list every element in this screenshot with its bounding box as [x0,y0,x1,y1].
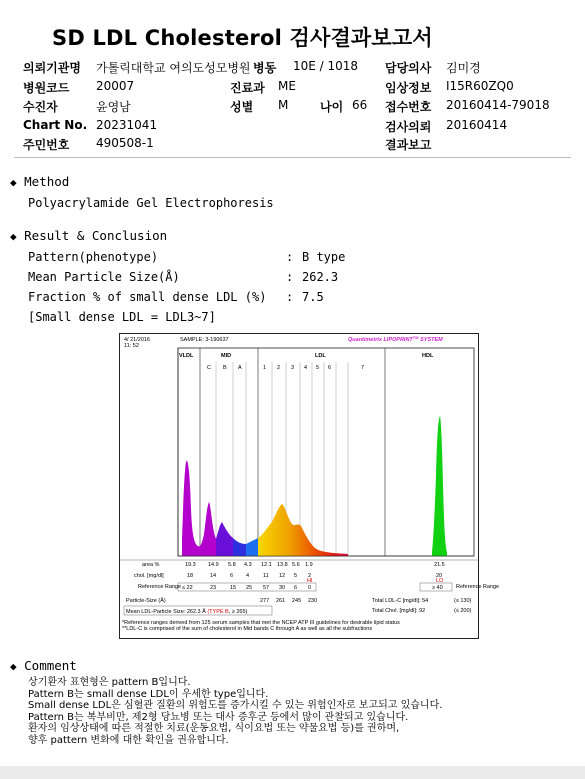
mid-c-peak [216,522,233,556]
comment-line: 향후 pattern 변화에 대한 확인을 권유합니다. [28,734,229,746]
group-label-vldl: VLDL [179,353,194,359]
chol-value-1: 11 [263,573,269,579]
report-title: SD LDL Cholesterol 검사결과보고서 [52,26,433,50]
chol-value-a: 4 [246,573,250,579]
patient-label: 수진자 [23,100,58,114]
diamond-bullet-icon: ◆ [10,230,17,243]
band-label-3: 3 [291,365,295,371]
ldl-peaks [258,504,348,556]
age-label: 나이 [320,100,344,114]
area-value-b: 5.8 [228,562,236,568]
ref-value-4: 0 [308,585,312,591]
total-ldl: Total LDL-C [mg/dl]: 54 [372,598,429,604]
chart-sample: SAMPLE: 3-190637 [180,337,229,343]
lo-flag: LO [436,578,444,584]
institution-label: 의뢰기관명 [23,61,81,75]
area-value-4: 1.9 [305,562,313,568]
footnote-2: **LDL-C is comprised of the sum of cholesterol in Mid bands C through A as well as all the subfractions [122,626,373,632]
total-chol: Total Chol. [mg/dl]: 92 [372,608,426,614]
ref-value-vldl: ≤ 22 [182,585,193,591]
chart-date: 4/ 21/2016 [124,337,150,343]
band-label-4: 4 [304,365,308,371]
mean-size-label: Mean Particle Size(Å) [28,270,180,284]
chol-value-2: 12 [279,573,286,579]
hospital-code-value: 20007 [96,79,135,93]
diamond-bullet-icon: ◆ [10,176,17,189]
method-text: Polyacrylamide Gel Electrophoresis [28,196,274,210]
small-dense-note: [Small dense LDL = LDL3~7] [28,310,216,324]
mean-size-value: 262.3 [302,270,339,284]
particle-size-label: Particle-Size (Å) [126,598,166,604]
patient-value: 윤영남 [96,100,131,114]
comment-line: Pattern B는 small dense LDL이 우세한 type입니다. [28,688,269,700]
group-label-hdl: HDL [422,353,434,359]
comment-line: Small dense LDL은 심혈관 질환의 위험도를 증가시킬 수 있는 위험인자로 보고되고 있습니다. [28,700,443,711]
chol-values [187,573,442,579]
area-value-c: 14.9 [208,562,219,568]
mid-a-peak [246,538,258,556]
mean-size-text: Mean LDL-Particle Size: 262.3 Å (TYPE B, ≥ 265) [126,609,248,615]
comment-section [10,658,77,673]
header-divider [14,157,571,158]
bottom-bar [0,766,585,779]
sex-label: 성별 [230,100,254,114]
mid-b-peak [233,538,246,556]
chol-value-hdl: 20 [436,573,443,579]
result-section [10,228,167,243]
particle-size-2: 261 [276,598,286,604]
method-heading: Method [24,174,70,189]
chart-no-label: Chart No. [23,118,88,132]
fraction-sep: : [286,290,294,304]
department-value: ME [278,79,296,93]
band-label-a: A [238,365,242,371]
ref-value-1: 57 [263,585,270,591]
comment-line: 상기환자 표현형은 pattern B입니다. [28,677,191,688]
band-label-6: 6 [328,365,332,371]
area-value-vldl: 19.3 [185,562,196,568]
area-value-1: 12.1 [261,562,272,568]
comment-body [28,677,442,746]
ref-label-right: Reference Range [456,584,500,590]
total-ldl-ref: (≤ 130) [454,598,472,604]
fraction-label: Fraction % of small dense LDL (%) [28,290,267,304]
report-date-label: 결과보고 [385,138,432,152]
footnote-1: *Reference ranges derived from 125 serum samples that met the NCEP ATP III guidelines for desirable lipid status [122,620,400,626]
physician-value: 김미경 [446,61,481,75]
sex-value: M [278,98,289,112]
band-label-c: C [207,365,211,371]
comment-line: Pattern B는 복부비만, 제2형 당뇨병 또는 대사 증후군 등에서 많이 관찰되고 있습니다. [28,711,409,723]
area-values [185,562,445,568]
ref-value-a: 25 [246,585,253,591]
hdl-peak [432,416,447,556]
ref-value-2: 30 [279,585,286,591]
mean-size-sep: : [286,270,294,284]
receipt-no-label: 접수번호 [385,100,432,114]
method-section [10,174,69,189]
vldl-peak [182,461,216,556]
ref-values [182,585,443,591]
ward-value: 10E / 1018 [293,59,359,73]
comment-line: 환자의 임상상태에 따른 적절한 치료(운동요법, 식이요법 또는 약물요법 등)를 권하며, [28,723,400,734]
lipoprint-svg [120,334,500,638]
pattern-label: Pattern(phenotype) [28,250,159,264]
hospital-code-label: 병원코드 [23,81,70,95]
request-date-value: 20160414 [446,118,508,132]
area-label: area % [142,562,160,568]
band-label-7: 7 [361,365,365,371]
particle-size-1: 277 [260,598,270,604]
hi-flag: HI [307,578,313,584]
ref-label-left: Reference Range [138,584,182,590]
chol-value-vldl: 18 [187,573,194,579]
band-label-5: 5 [316,365,320,371]
area-value-hdl: 21.5 [434,562,445,568]
fraction-value: 7.5 [302,290,324,304]
resident-no-value: 490508-1 [96,136,154,150]
clinical-info-value: I15R60ZQ0 [446,79,514,93]
chol-value-3: 5 [294,573,298,579]
chart-time: 11: 52 [124,343,139,349]
pattern-sep: : [286,250,294,264]
clinical-info-label: 임상정보 [385,81,432,95]
chart-brand: Quantimetrix LIPOPRINT™ SYSTEM [348,335,443,343]
chol-value-4: 2 [308,573,312,579]
ref-value-b: 15 [230,585,237,591]
chol-value-c: 14 [210,573,217,579]
group-label-mid: MID [221,353,232,359]
department-label: 진료과 [230,81,265,95]
ref-value-3: 6 [294,585,298,591]
resident-no-label: 주민번호 [23,138,70,152]
result-heading: Result & Conclusion [24,228,168,243]
band-label-2: 2 [277,365,281,371]
group-label-ldl: LDL [315,353,326,359]
band-label-1: 1 [263,365,267,371]
total-chol-ref: (≤ 200) [454,608,472,614]
diamond-bullet-icon: ◆ [10,660,17,673]
area-value-a: 4.3 [244,562,252,568]
band-label-b: B [223,365,227,371]
chart-no-value: 20231041 [96,118,158,132]
age-value: 66 [352,98,368,112]
area-value-3: 5.6 [292,562,300,568]
particle-size-4: 230 [308,598,318,604]
chol-value-b: 6 [230,573,234,579]
physician-label: 담당의사 [385,61,432,75]
pattern-value: B type [302,250,346,264]
area-value-2: 13.8 [277,562,288,568]
ref-value-mid: 23 [210,585,217,591]
ref-value-hdl: ≥ 40 [432,585,443,591]
request-date-label: 검사의뢰 [385,120,432,134]
lipoprint-chart [119,333,500,639]
ward-label: 병동 [253,61,277,75]
institution-value: 가톨릭대학교 여의도성모병원 [96,61,251,75]
receipt-no-value: 20160414-79018 [446,98,550,112]
particle-size-3: 245 [292,598,302,604]
chol-label: chol. [mg/dl] [134,573,164,579]
comment-heading: Comment [24,658,77,673]
